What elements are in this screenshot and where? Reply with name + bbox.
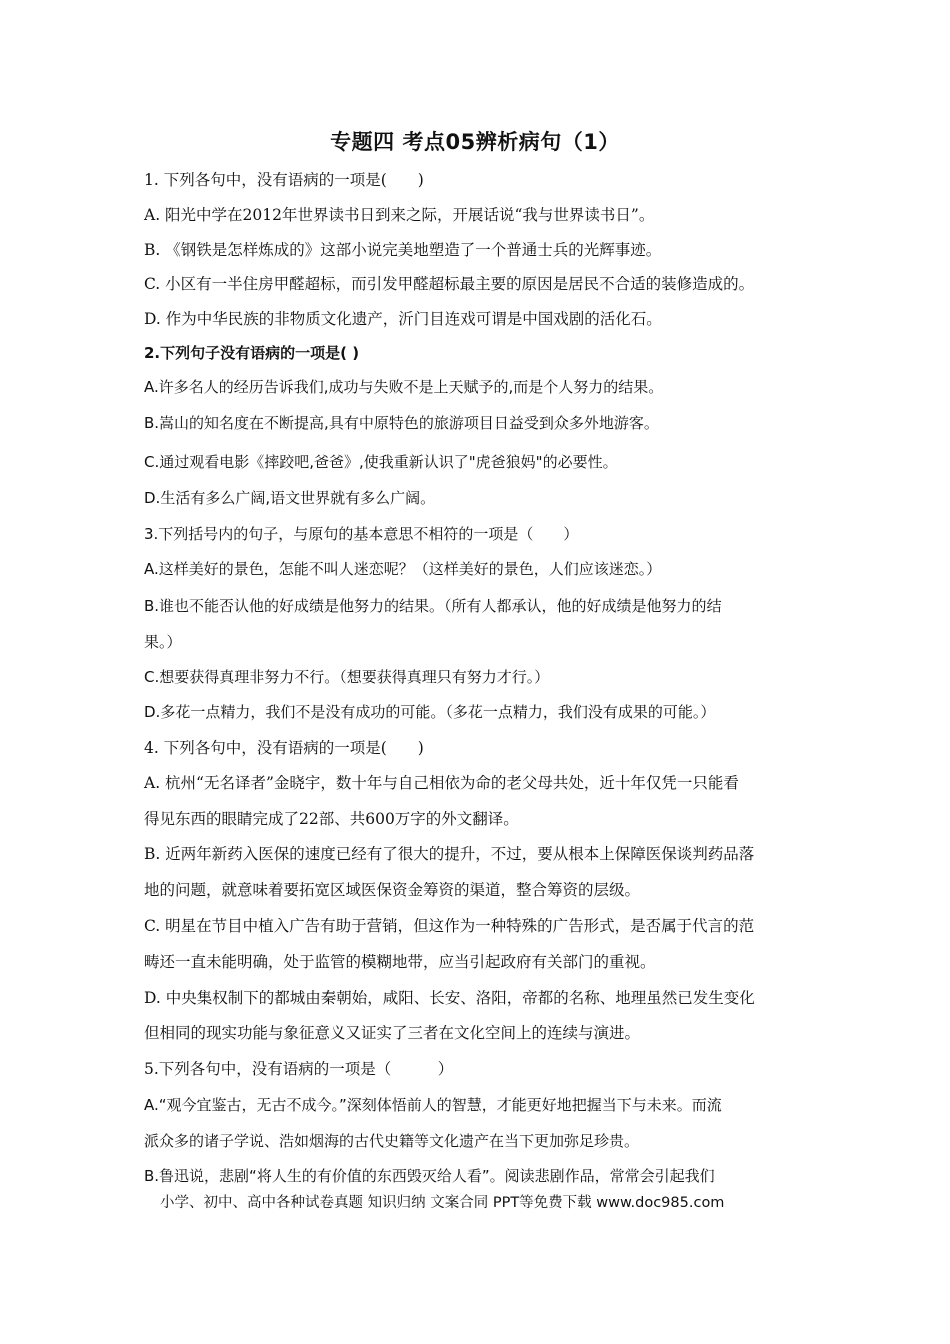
q5-option-a: A.“观今宜鉴古，无古不成今。”深刻体悟前人的智慧，才能更好地把握当下与未来。而流 — [144, 1096, 722, 1114]
q1-stem: 1. 下列各句中，没有语病的一项是( ) — [144, 171, 424, 189]
q4-option-b: B. 近两年新药入医保的速度已经有了很大的提升，不过，要从根本上保障医保谈判药品落 — [144, 845, 755, 863]
q4-option-d: D. 中央集权制下的都城由秦朝始，咸阳、长安、洛阳，帝都的名称、地理虽然已发生变化 — [144, 989, 755, 1007]
q4-option-c-cont: 畴还一直未能明确，处于监管的模糊地带，应当引起政府有关部门的重视。 — [144, 953, 656, 971]
q5-stem: 5.下列各句中，没有语病的一项是（ ） — [144, 1060, 454, 1078]
footer-download-note: 小学、初中、高中各种试卷真题 知识归纳 文案合同 PPT等免费下载 www.doc985.com — [160, 1195, 725, 1211]
q2-stem: 2.下列句子没有语病的一项是( ) — [144, 344, 360, 362]
q2-option-c: C.通过观看电影《摔跤吧,爸爸》,使我重新认识了"虎爸狼妈"的必要性。 — [144, 453, 618, 471]
q1-option-a: A. 阳光中学在2012年世界读书日到来之际，开展话说“我与世界读书日”。 — [144, 206, 655, 224]
q3-option-c: C.想要获得真理非努力不行。（想要获得真理只有努力才行。） — [144, 668, 550, 686]
q4-option-b-cont: 地的问题，就意味着要拓宽区域医保资金筹资的渠道，整合筹资的层级。 — [144, 881, 641, 899]
q4-stem: 4. 下列各句中，没有语病的一项是( ) — [144, 739, 424, 757]
page-title: 专题四 考点05辨析病句（1） — [330, 130, 620, 154]
q1-option-d: D. 作为中华民族的非物质文化遗产，沂门目连戏可谓是中国戏剧的活化石。 — [144, 310, 662, 328]
q5-option-a-cont: 派众多的诸子学说、浩如烟海的古代史籍等文化遗产在当下更加弥足珍贵。 — [144, 1132, 640, 1150]
q4-option-d-cont: 但相同的现实功能与象征意义又证实了三者在文化空间上的连续与演进。 — [144, 1024, 641, 1042]
q3-option-a: A.这样美好的景色，怎能不叫人迷恋呢？（这样美好的景色，人们应该迷恋。） — [144, 560, 662, 578]
q5-option-b: B.鲁迅说，悲剧“将人生的有价值的东西毁灭给人看”。阅读悲剧作品，常常会引起我们 — [144, 1167, 715, 1185]
q1-option-c: C. 小区有一半住房甲醛超标，而引发甲醛超标最主要的原因是居民不合适的装修造成的。 — [144, 275, 755, 293]
q2-option-d: D.生活有多么广阔,语文世界就有多么广阔。 — [144, 489, 436, 507]
q4-option-a: A. 杭州“无名译者”金晓宇，数十年与自己相依为命的老父母共处，近十年仅凭一只能看 — [144, 774, 739, 792]
q2-option-a: A.许多名人的经历告诉我们,成功与失败不是上天赋予的,而是个人努力的结果。 — [144, 378, 664, 396]
q3-stem: 3.下列括号内的句子，与原句的基本意思不相符的一项是（ ） — [144, 525, 579, 543]
q4-option-c: C. 明星在节目中植入广告有助于营销，但这作为一种特殊的广告形式，是否属于代言的范 — [144, 917, 755, 935]
q3-option-d: D.多花一点精力，我们不是没有成功的可能。（多花一点精力，我们没有成果的可能。） — [144, 703, 716, 721]
q2-option-b: B.嵩山的知名度在不断提高,具有中原特色的旅游项目日益受到众多外地游客。 — [144, 414, 659, 432]
q1-option-b: B. 《钢铁是怎样炼成的》这部小说完美地塑造了一个普通士兵的光辉事迹。 — [144, 241, 662, 259]
q3-option-b-cont: 果。） — [144, 633, 182, 651]
q4-option-a-cont: 得见东西的眼睛完成了22部、共600万字的外文翻译。 — [144, 810, 519, 828]
q3-option-b: B.谁也不能否认他的好成绩是他努力的结果。（所有人都承认，他的好成绩是他努力的结 — [144, 597, 722, 615]
